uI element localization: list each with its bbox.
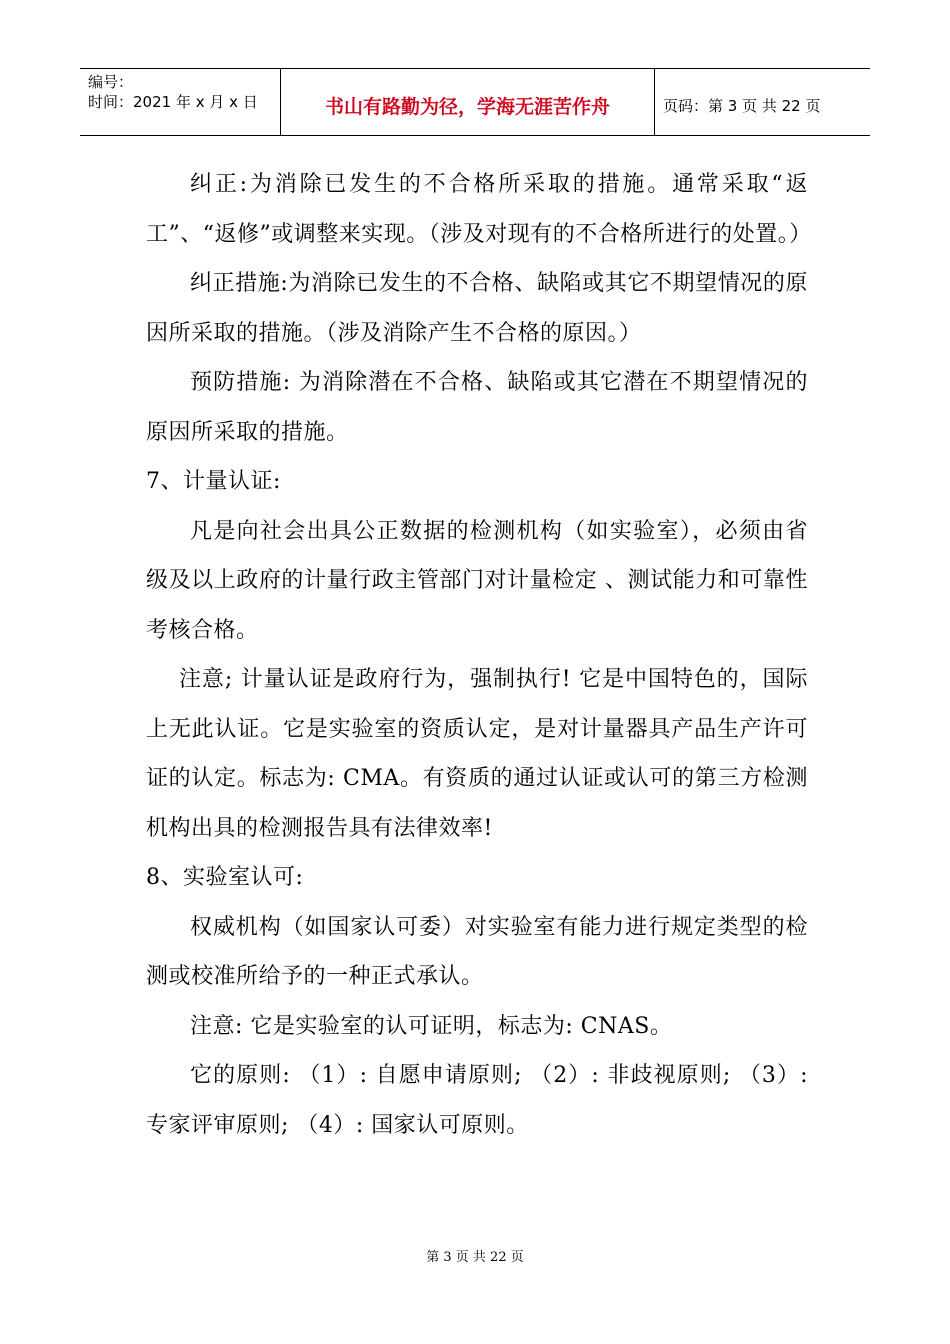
paragraph-correction: 纠正:为消除已发生的不合格所采取的措施。通常采取“返工”、“返修”或调整来实现。（涉及对现有的不合格所进行的处置。）	[146, 172, 812, 247]
paragraph-lab-accreditation-note: 注意: 它是实验室的认可证明，标志为: CNAS。	[190, 1013, 673, 1039]
header-page-number: 页码：第 3 页 共 22 页	[663, 96, 821, 115]
paragraph-metrology-note: 注意; 计量认证是政府行为，强制执行! 它是中国特色的，国际上无此认证。它是实验室的资质认定，是对计量器具产品生产许可证的认定。标志为: CMA。有资质的通过认证或认可的第三方检测机构出具的检测报告具有法律效率!	[146, 667, 808, 841]
paragraph-corrective-action: 纠正措施:为消除已发生的不合格、缺陷或其它不期望情况的原因所采取的措施。（涉及消除产生不合格的原因。）	[146, 271, 808, 346]
document-number-label: 编号：	[88, 73, 134, 91]
paragraph-preventive-action: 预防措施: 为消除潜在不合格、缺陷或其它潜在不期望情况的原因所采取的措施。	[146, 370, 808, 445]
page-header	[80, 68, 870, 136]
page-footer: 第 3 页 共 22 页	[426, 1250, 524, 1265]
document-date: 时间：2021 年 x 月 x 日	[88, 93, 258, 111]
document-body	[146, 160, 812, 1150]
section-heading-lab-accreditation: 8、实验室认可:	[146, 865, 304, 890]
header-motto: 书山有路勤为径，学海无涯苦作舟	[281, 69, 655, 135]
section-heading-metrology-certification: 7、计量认证:	[146, 469, 281, 494]
header-meta	[80, 69, 281, 135]
paragraph-principles: 它的原则: （1）: 自愿申请原则; （2）: 非歧视原则; （3）: 专家评审原则; （4）: 国家认可原则。	[146, 1063, 808, 1138]
paragraph-metrology-definition: 凡是向社会出具公正数据的检测机构（如实验室），必须由省级及以上政府的计量行政主管部门对计量检定 、测试能力和可靠性考核合格。	[146, 518, 808, 643]
paragraph-lab-accreditation-definition: 权威机构（如国家认可委）对实验室有能力进行规定类型的检测或校准所给予的一种正式承认。	[146, 914, 808, 989]
